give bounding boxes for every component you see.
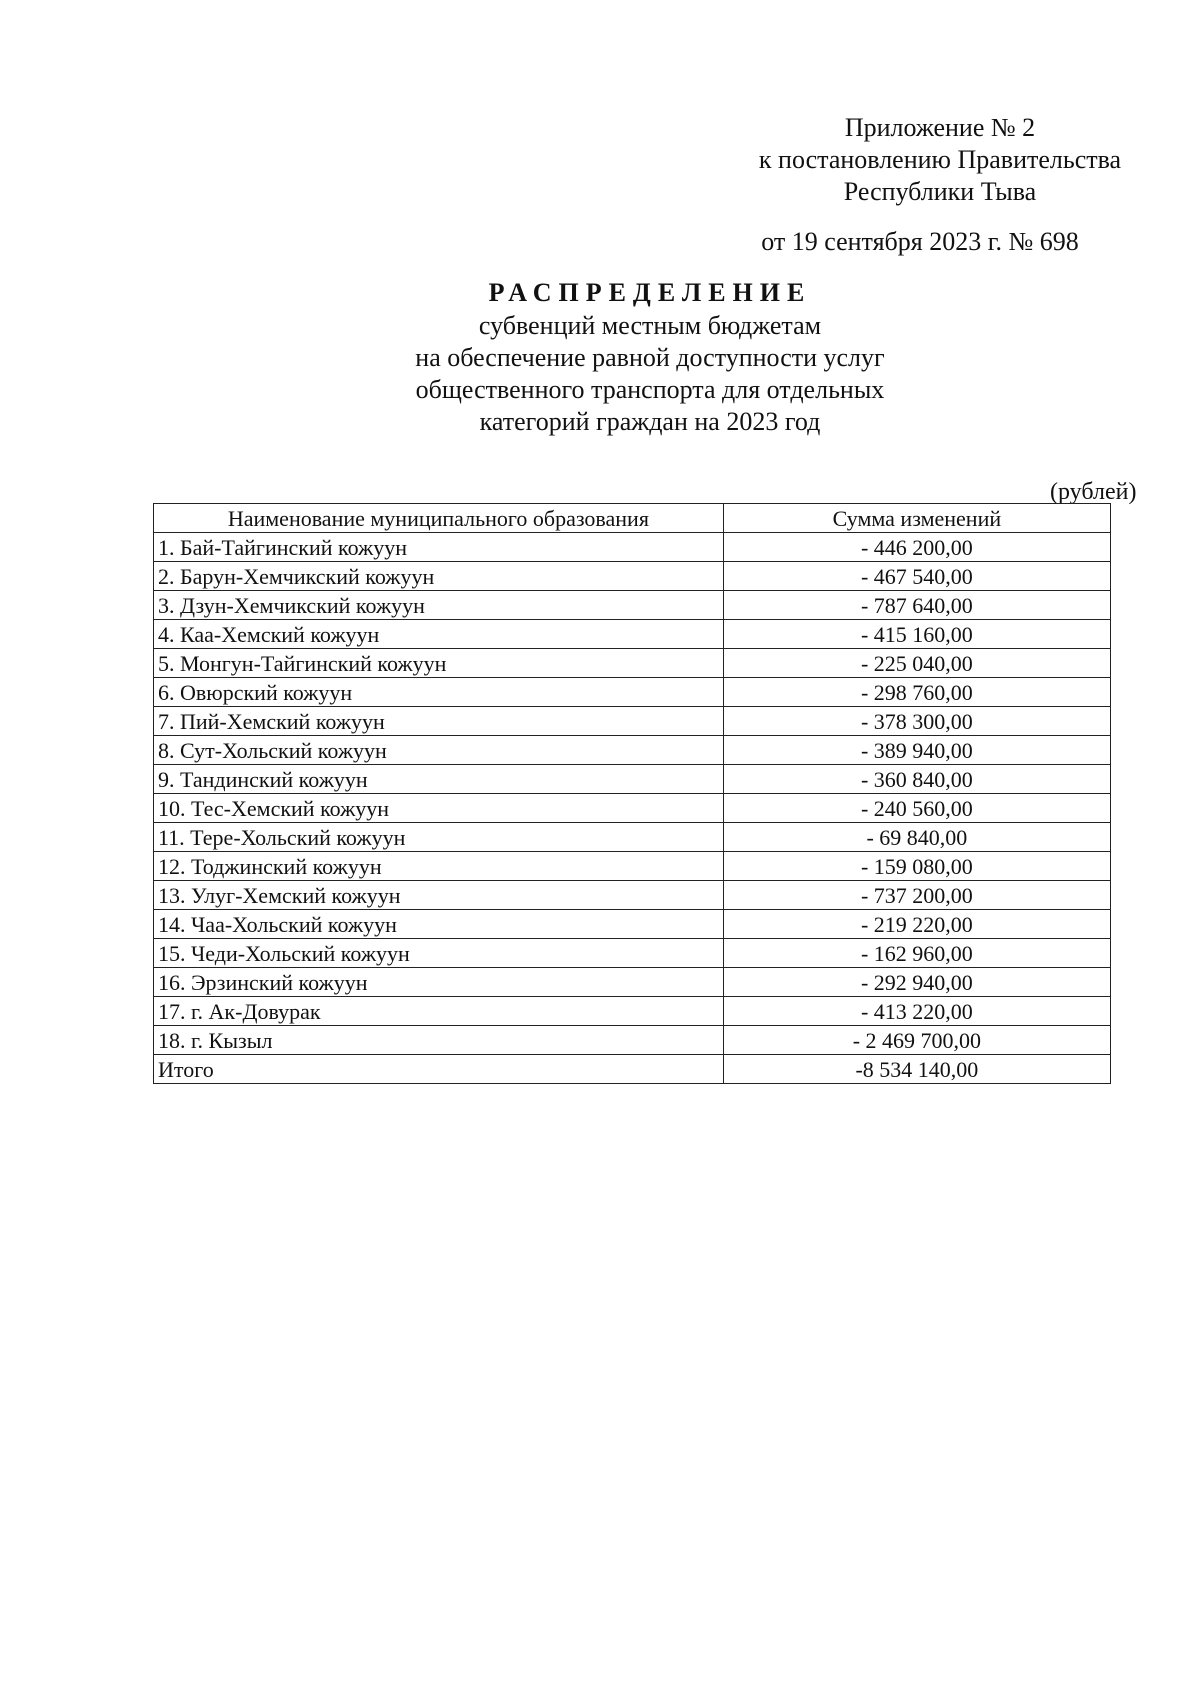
sum-value: - 298 760,00 (723, 678, 1110, 707)
annex-number: Приложение № 2 (844, 113, 1036, 142)
table-row (154, 910, 1111, 939)
municipality-name: 17. г. Ак-Довурак (154, 997, 724, 1026)
municipality-name: 11. Тере-Хольский кожуун (154, 823, 724, 852)
sum-value: - 219 220,00 (723, 910, 1110, 939)
table-row (154, 794, 1111, 823)
table-row (154, 620, 1111, 649)
total-sum: -8 534 140,00 (723, 1055, 1110, 1084)
document-title: РАСПРЕДЕЛЕНИЕ (488, 278, 812, 307)
table-row (154, 852, 1111, 881)
table-row (154, 765, 1111, 794)
document-subtitle-line: категорий граждан на 2023 год (479, 407, 821, 436)
municipality-name: 6. Овюрский кожуун (154, 678, 724, 707)
sum-value: - 162 960,00 (723, 939, 1110, 968)
sum-value: - 69 840,00 (723, 823, 1110, 852)
header-municipality: Наименование муниципального образования (154, 504, 724, 533)
municipality-name: 2. Барун-Хемчикский кожуун (154, 562, 724, 591)
header-sum: Сумма изменений (723, 504, 1110, 533)
table-row (154, 591, 1111, 620)
sum-value: - 446 200,00 (723, 533, 1110, 562)
document-subtitle-line: субвенций местным бюджетам (478, 311, 822, 340)
sum-value: - 225 040,00 (723, 649, 1110, 678)
municipality-name: 1. Бай-Тайгинский кожуун (154, 533, 724, 562)
table-row (154, 881, 1111, 910)
table-row (154, 736, 1111, 765)
sum-value: - 292 940,00 (723, 968, 1110, 997)
municipality-name: 9. Тандинский кожуун (154, 765, 724, 794)
document-subtitle-line: на обеспечение равной доступности услуг (415, 343, 885, 372)
municipality-name: 14. Чаа-Хольский кожуун (154, 910, 724, 939)
document-title-block (300, 276, 1000, 438)
table-body (154, 533, 1111, 1084)
municipality-name: 5. Монгун-Тайгинский кожуун (154, 649, 724, 678)
sum-value: - 413 220,00 (723, 997, 1110, 1026)
municipality-name: 13. Улуг-Хемский кожуун (154, 881, 724, 910)
table-row (154, 562, 1111, 591)
municipality-name: 12. Тоджинский кожуун (154, 852, 724, 881)
sum-value: - 467 540,00 (723, 562, 1110, 591)
table-row (154, 823, 1111, 852)
table-total-row (154, 1055, 1111, 1084)
table-row (154, 707, 1111, 736)
annex-resolution-ref: к постановлению Правительства (758, 145, 1122, 174)
annex-header (740, 112, 1140, 208)
table-row (154, 968, 1111, 997)
table-row (154, 939, 1111, 968)
table-row (154, 678, 1111, 707)
sum-value: - 737 200,00 (723, 881, 1110, 910)
table-row (154, 997, 1111, 1026)
distribution-table (153, 503, 1111, 1084)
sum-value: - 2 469 700,00 (723, 1026, 1110, 1055)
municipality-name: 10. Тес-Хемский кожуун (154, 794, 724, 823)
sum-value: - 389 940,00 (723, 736, 1110, 765)
table-header-row (154, 504, 1111, 533)
municipality-name: 18. г. Кызыл (154, 1026, 724, 1055)
table-row (154, 649, 1111, 678)
sum-value: - 415 160,00 (723, 620, 1110, 649)
sum-value: - 159 080,00 (723, 852, 1110, 881)
sum-value: - 240 560,00 (723, 794, 1110, 823)
document-subtitle-line: общественного транспорта для отдельных (415, 375, 885, 404)
sum-value: - 378 300,00 (723, 707, 1110, 736)
units-label: (рублей) (1050, 479, 1137, 505)
total-label: Итого (154, 1055, 724, 1084)
municipality-name: 15. Чеди-Хольский кожуун (154, 939, 724, 968)
municipality-name: 4. Каа-Хемский кожуун (154, 620, 724, 649)
table-row (154, 1026, 1111, 1055)
municipality-name: 16. Эрзинский кожуун (154, 968, 724, 997)
municipality-name: 3. Дзун-Хемчикский кожуун (154, 591, 724, 620)
municipality-name: 7. Пий-Хемский кожуун (154, 707, 724, 736)
table-row (154, 533, 1111, 562)
sum-value: - 360 840,00 (723, 765, 1110, 794)
sum-value: - 787 640,00 (723, 591, 1110, 620)
municipality-name: 8. Сут-Хольский кожуун (154, 736, 724, 765)
annex-date-line: от 19 сентября 2023 г. № 698 (761, 227, 1079, 256)
annex-republic: Республики Тыва (843, 177, 1037, 206)
